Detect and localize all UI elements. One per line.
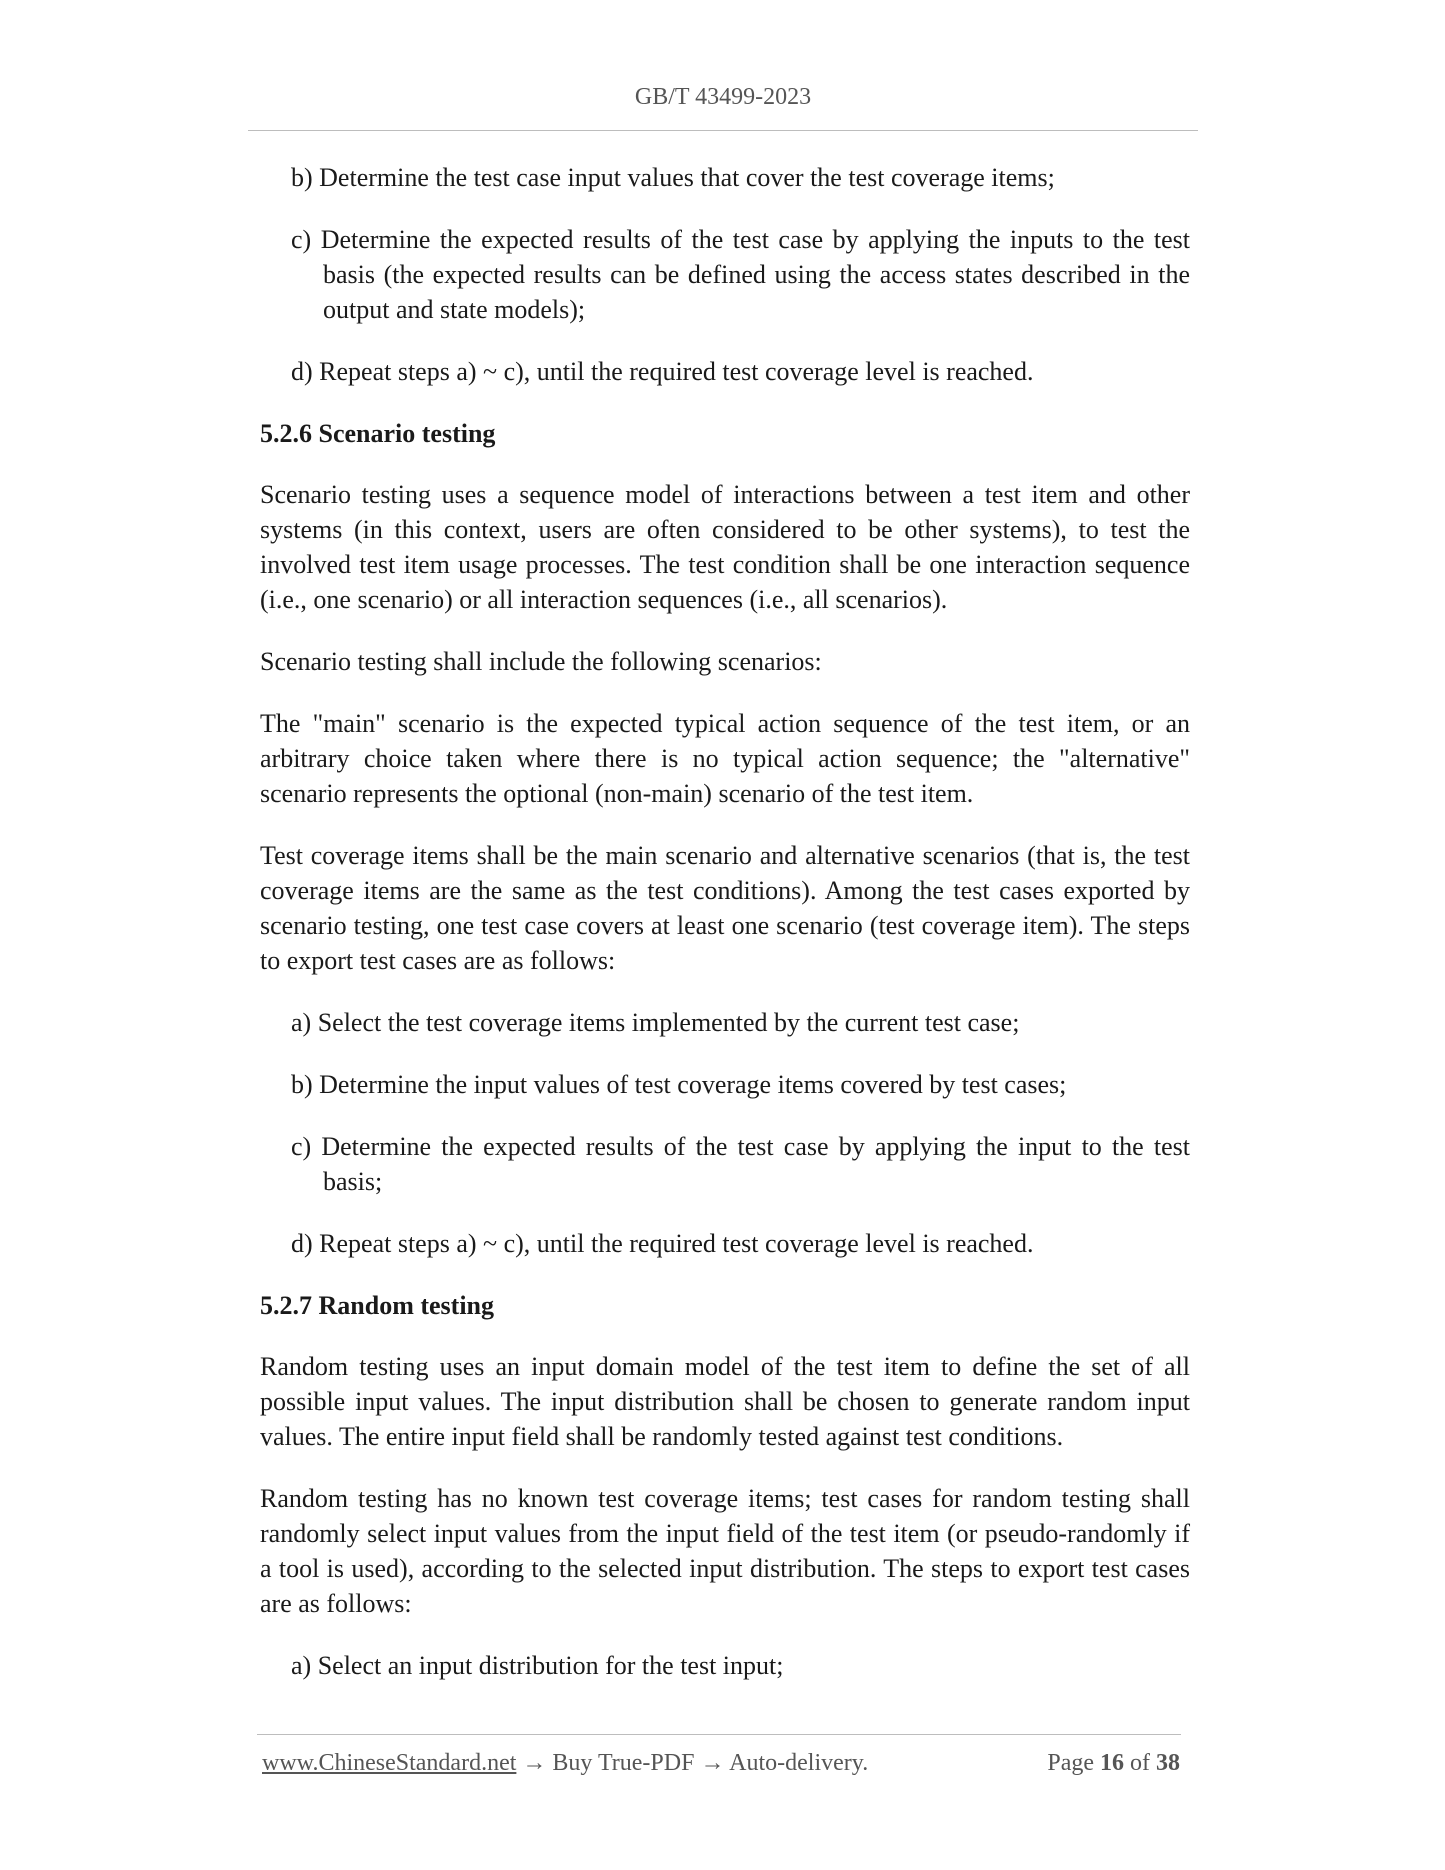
page-counter (1047, 1750, 1180, 1777)
section-heading-5-2-6: 5.2.6 Scenario testing (260, 419, 496, 448)
buy-text: Buy True-PDF (552, 1750, 695, 1776)
list-item: a) Select an input distribution for the test input; (291, 1651, 784, 1680)
footer-divider (257, 1734, 1181, 1735)
list-item: d) Repeat steps a) ~ c), until the required test coverage level is reached. (291, 357, 1034, 386)
footer-promo (262, 1750, 868, 1777)
list-item: b) Determine the test case input values that cover the test coverage items; (291, 163, 1055, 192)
of-label: of (1130, 1750, 1150, 1776)
list-item: b) Determine the input values of test coverage items covered by test cases; (291, 1070, 1067, 1099)
arrow-right-icon: → (700, 1750, 725, 1776)
site-link[interactable]: www.ChineseStandard.net (262, 1750, 517, 1776)
document-body (260, 160, 1190, 1710)
page-label: Page (1047, 1750, 1094, 1776)
paragraph: Scenario testing uses a sequence model of interactions between a test item and other systems (in this context, users are often considered to be other systems), to test the involved test item usage processes. The test condition shall be one interaction sequence (i.e., one scenario) or all interaction sequences (i.e., all scenarios). (260, 480, 1190, 614)
arrow-right-icon: → (522, 1750, 547, 1776)
paragraph: The "main" scenario is the expected typical action sequence of the test item, or an arbitrary choice taken where there is no typical action sequence; the "alternative" scenario represents the optional (non-main) scenario of the test item. (260, 709, 1190, 808)
page-header: GB/T 43499-2023 (634, 84, 812, 110)
page-number: 16 (1100, 1750, 1124, 1776)
paragraph: Random testing has no known test coverage items; test cases for random testing shall randomly select input values from the input field of the test item (or pseudo-randomly if a tool is used), according to the selected input distribution. The steps to export test cases are as follows: (260, 1484, 1190, 1618)
page-total: 38 (1156, 1750, 1180, 1776)
header-divider (248, 130, 1198, 131)
paragraph: Scenario testing shall include the following scenarios: (260, 647, 822, 676)
paragraph: Test coverage items shall be the main scenario and alternative scenarios (that is, the test coverage items are the same as the test conditions). Among the test cases exported by scenario testing, one test case covers at least one scenario (test coverage item). The steps to export test cases are as follows: (260, 841, 1190, 975)
list-item: a) Select the test coverage items implemented by the current test case; (291, 1008, 1020, 1037)
paragraph: Random testing uses an input domain model of the test item to define the set of all possible input values. The input distribution shall be chosen to generate random input values. The entire input field shall be randomly tested against test conditions. (260, 1352, 1190, 1451)
list-item: c) Determine the expected results of the test case by applying the inputs to the test basis (the expected results can be defined using the access states described in the output and state models); (291, 225, 1190, 324)
list-item: d) Repeat steps a) ~ c), until the required test coverage level is reached. (291, 1229, 1034, 1258)
delivery-text: Auto-delivery. (729, 1750, 869, 1776)
section-heading-5-2-7: 5.2.7 Random testing (260, 1291, 495, 1320)
page-footer (262, 1750, 1180, 1784)
list-item: c) Determine the expected results of the test case by applying the input to the test basis; (291, 1132, 1190, 1196)
